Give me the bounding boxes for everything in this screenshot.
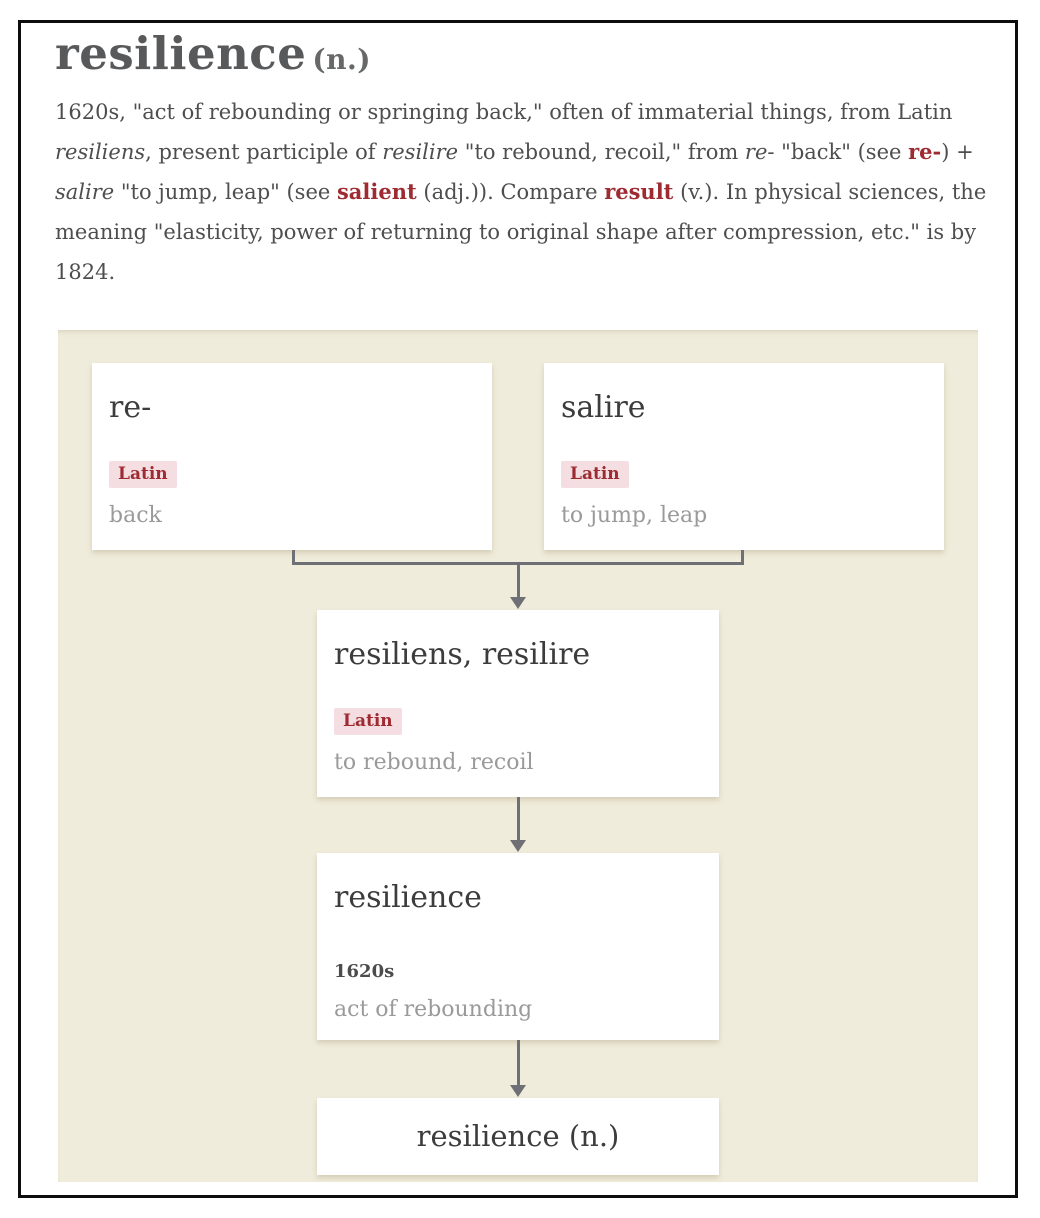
tree-node-word: salire xyxy=(561,390,646,425)
tree-node-resiliens-resilire xyxy=(317,610,719,797)
down-arrow-3 xyxy=(517,1040,520,1085)
tree-node-re xyxy=(92,363,492,550)
tree-node-word: re- xyxy=(109,390,152,425)
connector-merge-bracket xyxy=(292,550,744,565)
down-arrow-2 xyxy=(517,797,520,840)
entry-pos: (n.) xyxy=(312,43,371,76)
xref-link-result[interactable]: result xyxy=(604,179,674,204)
tree-node-word: resilience xyxy=(334,880,482,915)
tree-node-salire xyxy=(544,363,944,550)
tree-node-word: resilience (n.) xyxy=(416,1119,620,1154)
etymology-text-segment: 1620s, "act of rebounding or springing back," often of immaterial things, from Latin xyxy=(55,100,953,124)
etymology-paragraph xyxy=(55,92,1003,292)
tree-node-resilience xyxy=(317,853,719,1040)
tree-node-gloss: act of rebounding xyxy=(334,996,533,1022)
tree-node-gloss: to jump, leap xyxy=(561,502,708,528)
etymology-text-segment: "to jump, leap" (see xyxy=(114,180,337,204)
entry-panel xyxy=(18,20,1018,1198)
entry-headword: resilience xyxy=(55,27,307,80)
down-arrow-1 xyxy=(517,565,520,597)
etymology-italic-term: salire xyxy=(55,180,115,204)
xref-link-re[interactable]: re- xyxy=(908,139,942,164)
tree-node-word: resiliens, resilire xyxy=(334,637,591,672)
etymology-text-segment: "to rebound, recoil," from xyxy=(458,140,745,164)
tree-node-date: 1620s xyxy=(334,960,395,982)
tree-node-gloss: to rebound, recoil xyxy=(334,749,534,775)
etymology-italic-term: resilire xyxy=(382,140,459,164)
language-badge: Latin xyxy=(561,461,629,488)
tree-node-result xyxy=(317,1098,719,1175)
etymology-text-segment: "back" (see xyxy=(774,140,909,164)
etymology-text-segment: (adj.)). Compare xyxy=(416,180,605,204)
entry-headline xyxy=(55,27,371,80)
etymology-italic-term: re- xyxy=(744,140,775,164)
etymology-text-segment: ) + xyxy=(941,140,974,164)
xref-link-salient[interactable]: salient xyxy=(336,179,417,204)
language-badge: Latin xyxy=(334,708,402,735)
etymology-text-segment: (v.). In physical sciences, the meaning "elasticity, power of returning to original shape after compression, etc." is by 1824. xyxy=(55,180,987,284)
etymology-italic-term: resiliens xyxy=(55,140,146,164)
etymology-text-segment: , present participle of xyxy=(145,140,383,164)
word-tree-chart xyxy=(58,330,978,1182)
tree-node-gloss: back xyxy=(109,502,162,528)
language-badge: Latin xyxy=(109,461,177,488)
